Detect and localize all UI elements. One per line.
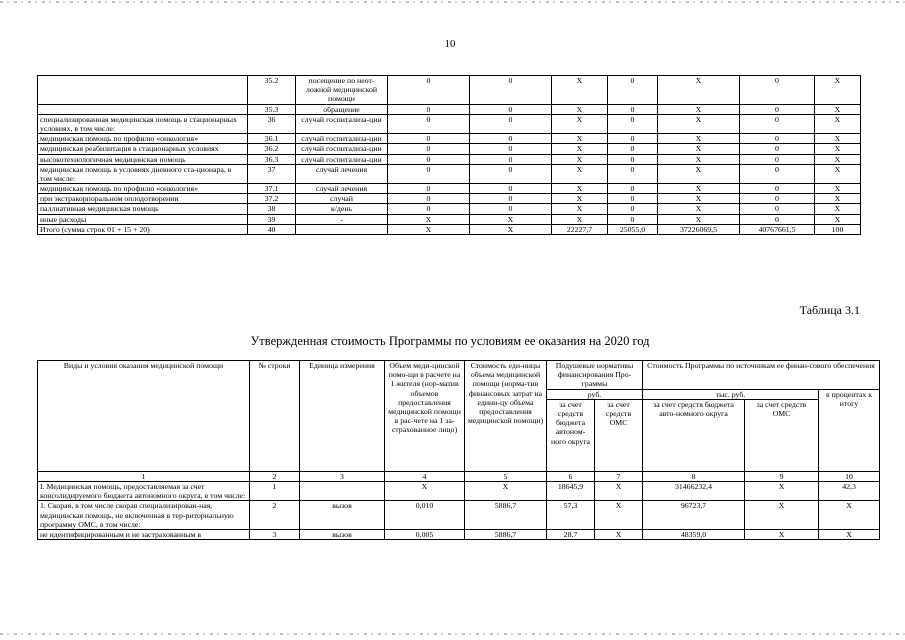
column-number-cell: 8: [643, 471, 745, 481]
table-cell: X: [815, 214, 861, 224]
table-cell: случай госпитализа-ции: [296, 154, 388, 164]
table-cell: 5886,7: [465, 529, 547, 539]
table-cell: иные расходы: [38, 214, 248, 224]
table-cell: X: [552, 104, 608, 114]
table-cell: 42,3: [819, 481, 880, 500]
table-cell: паллиативная медицинская помощь: [38, 204, 248, 214]
table-cell: X: [815, 104, 861, 114]
table-cell: 57,3: [547, 501, 595, 530]
table-cell: X: [658, 114, 740, 133]
page-number: 10: [444, 38, 456, 50]
table-row: [38, 501, 880, 530]
table-cell: 3: [250, 529, 300, 539]
table-cell: специализированная медицинская помощь в стационарных условиях, в том числе:: [38, 114, 248, 133]
header-rub: руб.: [547, 389, 643, 399]
column-number-cell: 5: [465, 471, 547, 481]
table-cell: 100: [815, 224, 861, 234]
table-cell: 36: [248, 114, 296, 133]
table-cell: X: [385, 481, 465, 500]
table-cell: медицинская помощь по профилю «онкология»: [38, 134, 248, 144]
table-cell: 0: [388, 164, 470, 183]
table-cell: высокотехнологичная медицинская помощь: [38, 154, 248, 164]
column-number-cell: 7: [595, 471, 643, 481]
table-cell: 0: [608, 204, 658, 214]
table-cell: X: [815, 134, 861, 144]
table-cell: 0: [740, 76, 815, 105]
table-cell: 0: [388, 76, 470, 105]
table-row: [38, 164, 861, 183]
table-row: [38, 134, 861, 144]
table-row: [38, 76, 861, 105]
table-cell: 0: [608, 76, 658, 105]
table-cell: Итого (сумма строк 01 + 15 + 20): [38, 224, 248, 234]
table-cell: 0: [470, 184, 552, 194]
table-cell: X: [815, 194, 861, 204]
header-oms-cost: за счет средств ОМС: [745, 399, 819, 471]
table-cell: 0: [740, 134, 815, 144]
table-cell: 0: [388, 204, 470, 214]
table-cell: 0: [388, 184, 470, 194]
table-cell: 0: [608, 164, 658, 183]
table-cell: X: [745, 529, 819, 539]
table-cell: 25055,0: [608, 224, 658, 234]
table-cell: 18645,9: [547, 481, 595, 500]
table-cell: 0: [608, 194, 658, 204]
table-cell: X: [815, 204, 861, 214]
table-cell: X: [595, 481, 643, 500]
table-row: [38, 214, 861, 224]
table-cell: при экстракорпоральном оплодотворении: [38, 194, 248, 204]
table-cell: X: [552, 114, 608, 133]
table-cell: 1: [250, 481, 300, 500]
table-cell: 5886,7: [465, 501, 547, 530]
table-cell: 39: [248, 214, 296, 224]
table-cell: X: [388, 214, 470, 224]
table-cell: 0: [388, 194, 470, 204]
table-cell: X: [552, 204, 608, 214]
table-cell: [296, 224, 388, 234]
table-cell: X: [552, 214, 608, 224]
table-cell: X: [658, 204, 740, 214]
table-cell: 0: [388, 134, 470, 144]
table-cell: 36.2: [248, 144, 296, 154]
header-budget-norm: за счет средств бюджета автоном-ного округа: [547, 399, 595, 471]
table-cell: X: [815, 114, 861, 133]
table-cell: X: [552, 76, 608, 105]
table-cell: X: [658, 144, 740, 154]
approved-cost-table: [37, 360, 880, 540]
table-cell: X: [658, 184, 740, 194]
table-cell: I. Медицинская помощь, предоставляемая за счет консолидируемого бюджета автономного округа, в том числе:: [38, 481, 250, 500]
table-cell: 0: [740, 104, 815, 114]
table-cell: 0: [470, 134, 552, 144]
column-number-cell: 4: [385, 471, 465, 481]
table-cell: 0: [470, 104, 552, 114]
table-cell: случай госпитализа-ции: [296, 114, 388, 133]
table-cell: 0: [388, 154, 470, 164]
table-cell: X: [595, 529, 643, 539]
table-cell: 0: [470, 144, 552, 154]
table-cell: не идентифицированным и не застрахованным в: [38, 529, 250, 539]
table-cell: случай: [296, 194, 388, 204]
table-cell: X: [552, 184, 608, 194]
table1-body: [38, 76, 861, 235]
table-cell: X: [470, 224, 552, 234]
table-cell: [300, 481, 385, 500]
table-row: [38, 529, 880, 539]
table-cell: X: [815, 164, 861, 183]
header-unit-cost: Стоимость еди-ницы объема медицинской помощи (норма-тив финансовых затрат на едини-цу объема предоставления медицинской помощи): [465, 361, 547, 472]
table-cell: случай лечения: [296, 184, 388, 194]
column-numbers: [38, 471, 880, 481]
table-cell: 96723,7: [643, 501, 745, 530]
table-cell: 0: [608, 154, 658, 164]
table-cell: медицинская помощь по профилю «онкология»: [38, 184, 248, 194]
table-cell: 28,7: [547, 529, 595, 539]
table-cell: 0: [470, 154, 552, 164]
header-thous-rub: тыс. руб.: [643, 389, 819, 399]
table-cell: вызов: [300, 501, 385, 530]
table-cell: 0: [740, 154, 815, 164]
table-cell: X: [552, 144, 608, 154]
column-number-cell: 2: [250, 471, 300, 481]
table-cell: случай госпитализа-ции: [296, 134, 388, 144]
table-cell: 22227,7: [552, 224, 608, 234]
header-budget-cost: за счет средств бюджета авто-номного округа: [643, 399, 745, 471]
column-number-cell: 6: [547, 471, 595, 481]
table-cell: 36.1: [248, 134, 296, 144]
table-cell: случай лечения: [296, 164, 388, 183]
table-cell: 0: [470, 76, 552, 105]
table-cell: 0: [470, 194, 552, 204]
table-cell: X: [552, 164, 608, 183]
header-program-cost: Стоимость Программы по источникам ее финан-сового обеспечения: [643, 361, 880, 390]
table-cell: медицинская помощь в условиях дневного ста-ционара, в том числе:: [38, 164, 248, 183]
table-row: [38, 114, 861, 133]
table-cell: 0: [740, 204, 815, 214]
table-cell: X: [819, 501, 880, 530]
table-cell: X: [658, 76, 740, 105]
column-number-cell: 10: [819, 471, 880, 481]
table-cell: X: [658, 214, 740, 224]
table-cell: X: [745, 501, 819, 530]
table2-body: [38, 481, 880, 539]
column-number-row: [38, 471, 880, 481]
table-cell: 0,010: [385, 501, 465, 530]
table-cell: X: [658, 154, 740, 164]
table-cell: X: [815, 184, 861, 194]
table-cell: случай госпитализа-ции: [296, 144, 388, 154]
table-cell: 0: [740, 214, 815, 224]
table-cell: 37.2: [248, 194, 296, 204]
table-cell: X: [470, 214, 552, 224]
table-cell: X: [658, 134, 740, 144]
header-row-no: № строки: [250, 361, 300, 472]
table-cell: 2: [250, 501, 300, 530]
header-kinds: Виды и условия оказания медицинской помощи: [38, 361, 250, 472]
table-cell: 0: [608, 104, 658, 114]
program-cost-table-continued: [37, 75, 861, 235]
table-row: [38, 481, 880, 500]
table-cell: 0: [608, 114, 658, 133]
table-cell: вызов: [300, 529, 385, 539]
table-cell: X: [552, 154, 608, 164]
header-unit: Единица измерения: [300, 361, 385, 472]
table-cell: X: [658, 104, 740, 114]
table-cell: 37.1: [248, 184, 296, 194]
table-cell: медицинская реабилитация в стационарных условиях: [38, 144, 248, 154]
header-percent: в процентах к итогу: [819, 389, 880, 471]
table-cell: -: [296, 214, 388, 224]
table-row: [38, 194, 861, 204]
table-row: [38, 204, 861, 214]
table-cell: X: [815, 154, 861, 164]
table-cell: обращение: [296, 104, 388, 114]
table-cell: X: [552, 194, 608, 204]
table-cell: 0: [388, 104, 470, 114]
column-number-cell: 3: [300, 471, 385, 481]
table-cell: 0: [740, 194, 815, 204]
table-cell: X: [815, 144, 861, 154]
table-cell: 0: [388, 114, 470, 133]
table-cell: 0: [608, 144, 658, 154]
header-row-1: [38, 361, 880, 390]
table-cell: 0: [388, 144, 470, 154]
table-cell: 0: [740, 114, 815, 133]
table-cell: 40767661,5: [740, 224, 815, 234]
table-cell: [38, 104, 248, 114]
table-cell: 37226069,5: [658, 224, 740, 234]
table-cell: 48359,0: [643, 529, 745, 539]
table-cell: 38: [248, 204, 296, 214]
table-cell: X: [819, 529, 880, 539]
table-cell: X: [388, 224, 470, 234]
table-cell: 36.3: [248, 154, 296, 164]
column-number-cell: 1: [38, 471, 250, 481]
table-cell: к/день: [296, 204, 388, 214]
table-cell: X: [658, 164, 740, 183]
table-cell: 0: [470, 114, 552, 133]
header-oms-norm: за счет средств ОМС: [595, 399, 643, 471]
table-row: [38, 184, 861, 194]
table-cell: посещение по неот-ложной медицинской помощи: [296, 76, 388, 105]
table-cell: 40: [248, 224, 296, 234]
table-cell: 0: [740, 164, 815, 183]
table-cell: 0: [608, 134, 658, 144]
table-cell: X: [552, 134, 608, 144]
header-volume: Объем меди-цинской помо-щи в расчете на 1 жителя (нор-матив объемов предоставления медицинской помощи в рас-чете на 1 за-страхованное лицо): [385, 361, 465, 472]
table-cell: [38, 76, 248, 105]
table-cell: 0: [608, 184, 658, 194]
table-cell: 1. Скорая, в том числе скорая специализирован-ная, медицинская помощь, не включенная в тер-риториальную программу ОМС, в том числе:: [38, 501, 250, 530]
table-cell: 35.3: [248, 104, 296, 114]
table-row: [38, 104, 861, 114]
header-per-capita-norms: Подушевые нормативы финансирования Про-граммы: [547, 361, 643, 390]
table-cell: X: [745, 481, 819, 500]
table-cell: 35.2: [248, 76, 296, 105]
scan-edge-bottom: [0, 633, 905, 635]
table-cell: 0,005: [385, 529, 465, 539]
table-row: [38, 224, 861, 234]
scan-edge-top: [0, 1, 905, 3]
table-cell: 0: [740, 144, 815, 154]
table-cell: 31466232,4: [643, 481, 745, 500]
table-cell: X: [465, 481, 547, 500]
table-cell: 37: [248, 164, 296, 183]
table-title: Утвержденная стоимость Программы по условиям ее оказания на 2020 год: [250, 334, 650, 348]
table-cell: 0: [470, 204, 552, 214]
table-cell: 0: [740, 184, 815, 194]
column-number-cell: 9: [745, 471, 819, 481]
table-row: [38, 144, 861, 154]
table-cell: 0: [470, 164, 552, 183]
table-cell: X: [595, 501, 643, 530]
table-cell: 0: [608, 214, 658, 224]
table-label: Таблица 3.1: [799, 303, 860, 317]
table-cell: X: [658, 194, 740, 204]
table-cell: X: [815, 76, 861, 105]
table-row: [38, 154, 861, 164]
